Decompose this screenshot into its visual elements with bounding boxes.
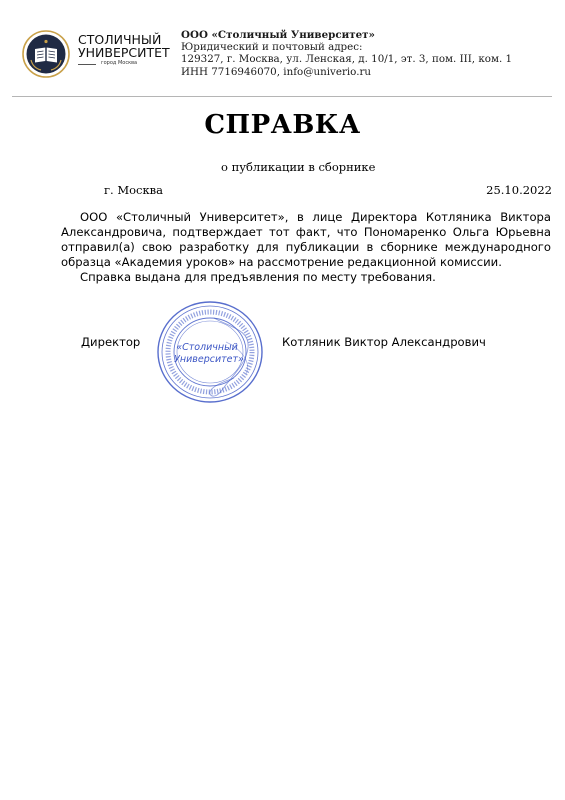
document-city: г. Москва — [104, 183, 163, 197]
logo-wordmark — [78, 33, 170, 59]
document-body — [61, 210, 551, 285]
address-label: Юридический и почтовый адрес: — [181, 41, 363, 54]
inn-email: ИНН 7716946070, info@univerio.ru — [181, 65, 372, 78]
signatory-name: Котляник Виктор Александрович — [282, 335, 486, 349]
logo-separator — [78, 64, 96, 65]
signatory-role: Директор — [81, 335, 141, 349]
header-divider — [12, 96, 552, 97]
organization-details — [181, 29, 512, 78]
university-emblem-icon — [22, 30, 70, 78]
company-stamp — [152, 298, 272, 408]
body-paragraph-2: Справка выдана для предъявления по месту требования. — [80, 270, 436, 284]
document-subtitle: о публикации в сборнике — [221, 160, 376, 174]
company-logo — [22, 30, 172, 80]
document-title: СПРАВКА — [204, 110, 361, 140]
address: 129327, г. Москва, ул. Ленская, д. 10/1, эт. 3, пом. III, ком. 1 — [181, 53, 513, 66]
logo-line-1: СТОЛИЧНЫЙ — [78, 32, 162, 47]
logo-subtitle: город Москва — [101, 60, 138, 66]
stamp-line-1: «Столичный — [176, 342, 238, 353]
document-date: 25.10.2022 — [486, 183, 552, 197]
logo-line-2: УНИВЕРСИТЕТ — [78, 45, 170, 60]
stamp-line-2: Университет» — [174, 354, 244, 365]
body-paragraph-1: ООО «Столичный Университет», в лице Директора Котляника Виктора Александровича, подтверждает тот факт, что Пономаренко Ольга Юрьевна отправил(а) свою разработку для публикации в сборнике международного образца «Академия уроков» на рассмотрение редакционной комиссии. — [61, 210, 551, 269]
organization-name: ООО «Столичный Университет» — [181, 29, 375, 41]
